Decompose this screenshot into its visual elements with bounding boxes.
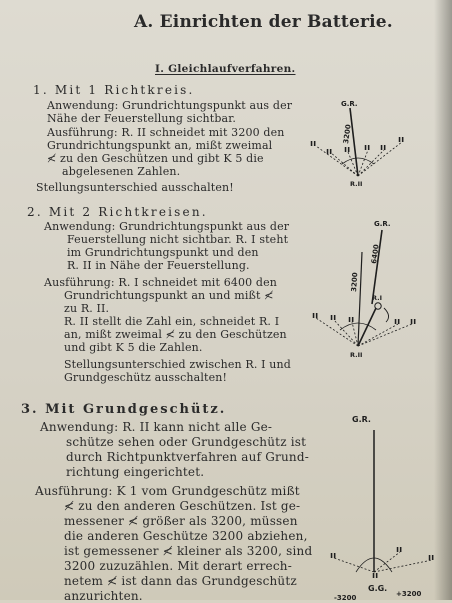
sec2-line: Grundrichtungspunkt an und mißt ≮ — [64, 289, 274, 302]
sec3-line: durch Richtpunktverfahren auf Grund- — [66, 450, 309, 464]
fig3-minus-label: -3200 — [334, 594, 357, 600]
sec3-line: anzurichten. — [64, 589, 143, 603]
fig2-r2-label: R.II — [350, 351, 363, 359]
fig3-top-label: G.R. — [352, 415, 371, 424]
sec1-line: Nähe der Feuerstellung sichtbar. — [47, 112, 237, 125]
sec2-line: Anwendung: Grundrichtungspunkt aus der — [44, 220, 290, 233]
section-3-heading: 3. Mit Grundgeschütz. — [21, 402, 227, 417]
section-1-heading: 1. Mit 1 Richtkreis. — [33, 83, 195, 97]
page-title: A. Einrichten der Batterie. — [134, 12, 393, 32]
svg-text:ıı: ıı — [312, 311, 319, 321]
sec3-line: Anwendung: R. II kann nicht alle Ge- — [40, 420, 273, 434]
svg-text:ıı: ıı — [380, 143, 387, 153]
sec1-line: Stellungsunterschied ausschalten! — [36, 181, 234, 194]
fig2-angle-3200: 3200 — [350, 272, 360, 293]
sec1-line: Grundrichtungspunkt an, mißt zweimal — [47, 139, 273, 152]
svg-text:ıı: ıı — [330, 313, 337, 323]
section-2-heading: 2. Mit 2 Richtkreisen. — [27, 205, 208, 219]
svg-text:ıı: ıı — [310, 139, 317, 149]
fig2-angle-6400: 6400 — [370, 243, 381, 265]
sec2-line: und gibt K 5 die Zahlen. — [64, 341, 203, 354]
diagram-1 — [300, 94, 430, 194]
sec1-line: ≮ zu den Geschützen und gibt K 5 die — [47, 152, 264, 165]
sec3-line: die anderen Geschütze 3200 abziehen, — [64, 529, 308, 543]
svg-text:ıı: ıı — [396, 545, 403, 555]
sec2-line: Ausführung: R. I schneidet mit 6400 den — [44, 276, 278, 289]
svg-text:ıı: ıı — [410, 317, 417, 327]
fig3-plus-label: +3200 — [396, 590, 422, 598]
sec2-line: R. II in Nähe der Feuerstellung. — [67, 259, 250, 272]
sec2-line: Grundgeschütz ausschalten! — [64, 371, 228, 384]
svg-text:ıı: ıı — [364, 143, 371, 153]
svg-text:ıı: ıı — [330, 551, 337, 561]
sec2-line: R. II stellt die Zahl ein, schneidet R. I — [64, 315, 280, 328]
diagram-2 — [300, 212, 440, 364]
fig3-bottom-label: G.G. — [368, 584, 388, 593]
page-edge-shadow — [434, 0, 452, 600]
svg-text:ıı: ıı — [372, 571, 379, 581]
sec3-line: 3200 zuzuzählen. Mit derart errech- — [64, 559, 292, 573]
sec3-line: richtung eingerichtet. — [66, 465, 205, 479]
sec2-line: zu R. II. — [64, 302, 110, 315]
sec3-line: netem ≮ ist dann das Grundgeschütz — [64, 574, 297, 588]
svg-text:ıı: ıı — [398, 135, 405, 145]
fig1-angle-label: 3200 — [342, 123, 353, 145]
section-subtitle: I. Gleichlaufverfahren. — [155, 63, 296, 75]
sec3-line: Ausführung: K 1 vom Grundgeschütz mißt — [35, 484, 300, 498]
sec3-line: messener ≮ größer als 3200, müssen — [64, 514, 298, 528]
sec2-line: Stellungsunterschied zwischen R. I und — [64, 358, 291, 371]
sec1-line: Anwendung: Grundrichtungspunkt aus der — [47, 99, 293, 112]
sec2-line: Feuerstellung nicht sichtbar. R. I steht — [67, 233, 289, 246]
sec3-line: ist gemessener ≮ kleiner als 3200, sind — [64, 544, 313, 558]
diagram-3 — [300, 408, 446, 600]
sec2-line: im Grundrichtungspunkt und den — [67, 246, 259, 259]
fig1-bottom-label: R.II — [350, 180, 363, 188]
svg-text:ıı: ıı — [344, 145, 351, 155]
fig2-top-label: G.R. — [374, 220, 391, 228]
sec3-line: ≮ zu den anderen Geschützen. Ist ge- — [64, 499, 301, 513]
fig2-r1-label: R.I — [372, 294, 383, 302]
fig1-top-label: G.R. — [341, 100, 358, 108]
sec1-line: Ausführung: R. II schneidet mit 3200 den — [47, 126, 285, 139]
sec2-line: an, mißt zweimal ≮ zu den Geschützen — [64, 328, 287, 341]
svg-text:ıı: ıı — [394, 317, 401, 327]
svg-text:ıı: ıı — [326, 147, 333, 157]
sec1-line: abgelesenen Zahlen. — [62, 165, 181, 178]
svg-text:ıı: ıı — [428, 553, 435, 563]
svg-text:ıı: ıı — [348, 315, 355, 325]
sec3-line: schütze sehen oder Grundgeschütz ist — [66, 435, 307, 449]
